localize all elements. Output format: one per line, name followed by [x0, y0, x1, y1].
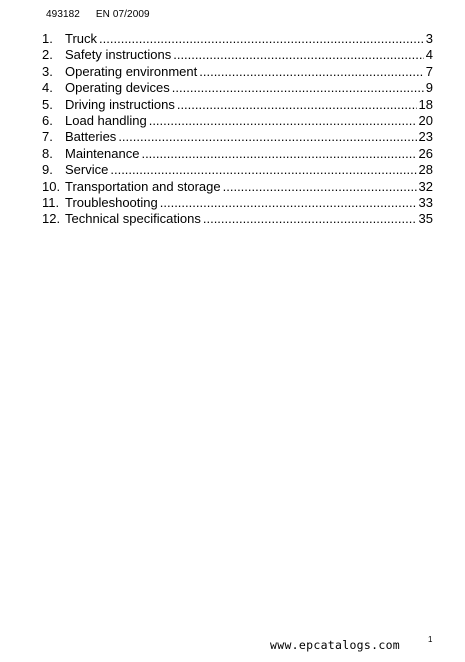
footer-website-link[interactable]: www.epcatalogs.com: [270, 638, 401, 652]
toc-entry-title: Service: [65, 162, 109, 178]
toc-entry-title: Safety instructions: [65, 47, 172, 63]
dot-leader: [223, 179, 417, 195]
toc-entry[interactable]: [42, 179, 433, 195]
dot-leader: [203, 211, 417, 227]
toc-entry-number: 5.: [42, 96, 53, 112]
toc-entry-page: 4: [425, 47, 433, 63]
toc-entry-page: 18: [418, 96, 433, 112]
toc-entry-number: 8.: [42, 145, 53, 161]
toc-entry-page: 32: [418, 178, 433, 194]
toc-entry-title: Driving instructions: [65, 96, 175, 112]
toc-entry-page: 33: [418, 194, 433, 210]
toc-entry-page: 28: [418, 162, 433, 178]
toc-entry[interactable]: [42, 129, 433, 145]
dot-leader: [177, 97, 417, 113]
toc-entry[interactable]: [42, 162, 433, 178]
dot-leader: [149, 113, 417, 129]
dot-leader: [141, 146, 416, 162]
document-number: 493182: [46, 9, 80, 20]
toc-entry-number: 9.: [42, 162, 53, 178]
toc-entry-title: Operating devices: [65, 80, 170, 96]
toc-entry[interactable]: [42, 64, 433, 80]
toc-entry-number: 6.: [42, 112, 53, 128]
toc-entry-page: 26: [418, 145, 433, 161]
dot-leader: [110, 162, 416, 178]
toc-entry-number: 3.: [42, 63, 53, 79]
toc-entry-title: Load handling: [65, 112, 147, 128]
toc-entry-page: 20: [418, 112, 433, 128]
toc-entry-number: 11.: [42, 194, 60, 210]
toc-entry[interactable]: [42, 146, 433, 162]
toc-entry-title: Truck: [65, 31, 98, 46]
toc-entry[interactable]: [42, 31, 433, 47]
toc-entry-page: 35: [418, 211, 433, 227]
toc-entry-number: 12.: [42, 211, 61, 227]
toc-entry-number: 7.: [42, 129, 53, 145]
toc-entry-number: 4.: [42, 80, 53, 96]
toc-entry[interactable]: [42, 113, 433, 129]
dot-leader: [172, 80, 424, 96]
edition-date: EN 07/2009: [95, 9, 150, 20]
toc-entry-number: 1.: [42, 31, 53, 46]
dot-leader: [160, 195, 417, 211]
dot-leader: [118, 129, 416, 145]
document-header: [46, 9, 150, 20]
page-number: 1: [428, 635, 433, 644]
toc-entry-title: Transportation and storage: [65, 178, 221, 194]
toc-entry-title: Batteries: [65, 129, 117, 145]
toc-entry-title: Maintenance: [65, 145, 140, 161]
toc-entry[interactable]: [42, 80, 433, 96]
dot-leader: [173, 47, 424, 63]
table-of-contents: [42, 31, 433, 228]
toc-entry[interactable]: [42, 195, 433, 211]
dot-leader: [99, 31, 424, 47]
toc-entry-number: 10.: [42, 178, 61, 194]
toc-entry-title: Technical specifications: [65, 211, 201, 227]
toc-entry-title: Operating environment: [65, 63, 198, 79]
toc-entry-page: 7: [425, 63, 433, 79]
toc-entry-page: 3: [425, 31, 433, 46]
toc-entry[interactable]: [42, 97, 433, 113]
toc-entry[interactable]: [42, 47, 433, 63]
dot-leader: [199, 64, 424, 80]
toc-entry[interactable]: [42, 211, 433, 227]
toc-entry-page: 9: [425, 80, 433, 96]
toc-entry-number: 2.: [42, 47, 53, 63]
toc-entry-title: Troubleshooting: [65, 194, 158, 210]
toc-entry-page: 23: [418, 129, 433, 145]
